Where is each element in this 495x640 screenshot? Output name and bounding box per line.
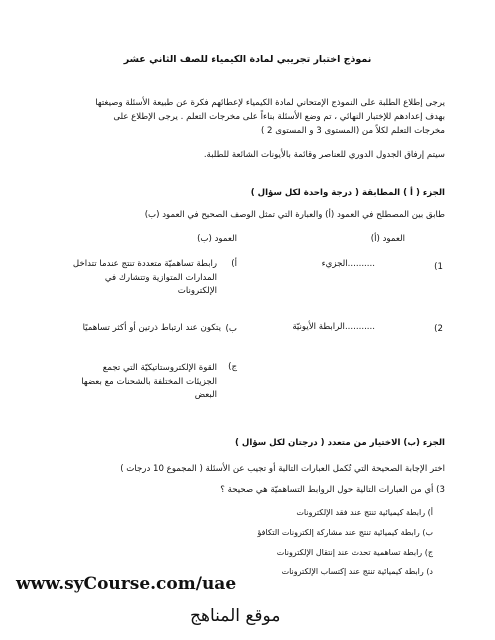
option-a-label: أ): [231, 259, 237, 269]
item-2-term: ...........الرابطة الأيونيّة: [292, 322, 375, 332]
intro-line-2: بهدف إعدادهم للإختبار النهائي ، تم وضع الأسئلة بناءاً على مخرجات التعلم . يرجى الإطلاع على: [113, 112, 445, 122]
item-2-number: 2): [434, 324, 443, 334]
column-b-header: العمود (ب): [197, 234, 237, 244]
intro-line-3: مخرجات التعلم لكلاً من (المستوى 3 و المستوى 2 ): [260, 126, 445, 136]
option-b-label: ب): [225, 324, 237, 334]
item-1-term: ..........الجزيء: [321, 259, 375, 269]
choice-a: أ) رابطة كيميائية تنتج عند فقد الإلكترونات: [296, 508, 433, 517]
choice-c: ج) رابطة تساهمية تحدث عند إنتقال الإلكترونات: [276, 548, 433, 557]
part-b-instruction: اختر الإجابة الصحيحة التي تُكمل العبارات التالية أو تجيب عن الأسئلة ( المجموع 10 درجات ): [120, 464, 445, 474]
option-c-line-2: الجزيئات المختلفة بالشحنات مع بعضها: [81, 376, 217, 387]
option-a-line-2: المدارات المتوازية وتتشارك في: [104, 272, 217, 283]
option-a-line-3: الإلكترونات: [177, 286, 217, 296]
choice-b: ب) رابطة كيميائية تنتج عند مشاركة إلكترونات التكافؤ: [257, 528, 433, 537]
option-c-line-3: البعض: [194, 390, 217, 400]
part-a-instruction: طابق بين المصطلح في العمود (أ) والعبارة التي تمثل الوصف الصحيح في العمود (ب): [144, 210, 445, 220]
part-a-heading: الجزء ( أ ) المطابقة ( درجة واحدة لكل سؤال ): [250, 188, 445, 198]
option-c-text: [27, 362, 217, 403]
intro-line-1: يرجى إطلاع الطلبة على النموذج الإمتحاني لمادة الكيمياء لإعطائهم فكرة عن طبيعة الأسئلة وصيغتها: [95, 98, 445, 108]
column-a-header: العمود (أ): [370, 234, 405, 244]
option-a-text: [27, 258, 217, 299]
website-link[interactable]: www.syCourse.com/uae: [16, 574, 237, 594]
option-c-line-1: القوة الإلكتروستاتيكيّة التي تجمع: [102, 363, 217, 373]
page-title: نموذج اختبار تجريبي لمادة الكيمياء للصف الثاني عشر: [123, 54, 372, 65]
choice-d: د) رابطة كيميائية تنتج عند إكتساب الإلكترونات: [281, 567, 433, 576]
option-a-line-1: رابطة تساهميّة متعددة تنتج عندما تتداخل: [72, 259, 217, 269]
option-b-text: يتكون عند ارتباط ذرتين أو أكثر تساهميًا: [82, 323, 221, 333]
site-name: موقع المناهج: [190, 606, 281, 626]
item-1-number: 1): [434, 262, 443, 272]
part-b-heading: الجزء (ب) الاختيار من متعدد ( درجتان لكل سؤال ): [235, 438, 445, 448]
intro-line-4: سيتم إرفاق الجدول الدوري للعناصر وقائمة بالأيونات الشائعة للطلبة.: [203, 150, 445, 160]
option-c-label: ج): [228, 362, 237, 372]
question-3: 3) أي من العبارات التالية حول الروابط التساهميّة هي صحيحة ؟: [220, 485, 445, 495]
